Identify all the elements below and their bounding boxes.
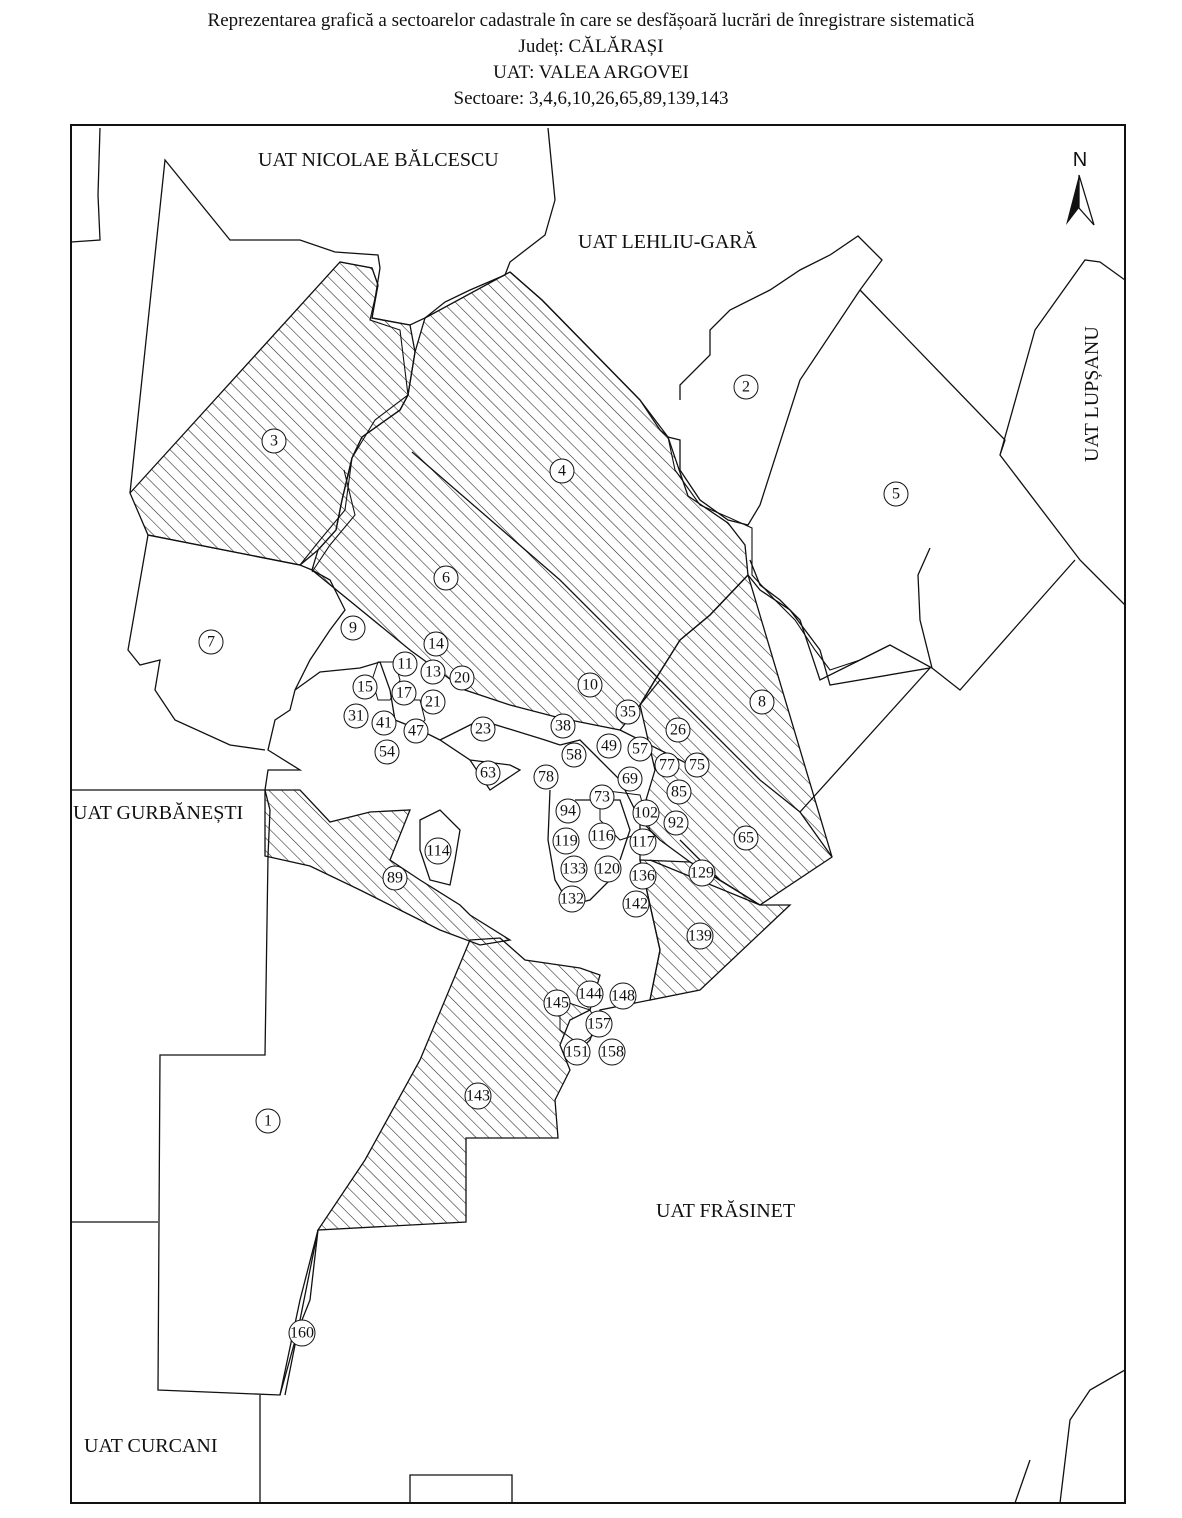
- sector-marker-15: [353, 675, 377, 699]
- sector-number-142: 142: [624, 895, 648, 913]
- sector-marker-78: [534, 765, 558, 789]
- sector-number-11: 11: [397, 655, 413, 673]
- sector-number-75: 75: [689, 756, 705, 774]
- sector-number-41: 41: [376, 714, 392, 732]
- sector-marker-58: [562, 743, 586, 767]
- sector-marker-129: [689, 860, 715, 886]
- sector-marker-9: [341, 616, 365, 640]
- sector-marker-21: [421, 690, 445, 714]
- sector-number-58: 58: [566, 746, 582, 764]
- boundary-frasinet-east: [1015, 1370, 1125, 1503]
- sector-marker-47: [404, 719, 428, 743]
- sector-marker-157: [586, 1011, 612, 1037]
- map-title: Reprezentarea grafică a sectoarelor cadastrale în care se desfășoară lucrări de înregistrare sistematică: [207, 10, 975, 31]
- sector-marker-7: [199, 630, 223, 654]
- sector-number-20: 20: [454, 669, 470, 687]
- label-uat-nicolae-balcescu: UAT NICOLAE BĂLCESCU: [258, 149, 499, 171]
- sector-number-5: 5: [892, 485, 900, 503]
- sector-number-92: 92: [668, 814, 684, 832]
- sector-number-49: 49: [601, 737, 617, 755]
- sector-number-47: 47: [408, 722, 424, 740]
- boundary-sector-5-south: [750, 548, 1075, 690]
- sector-marker-4: [550, 459, 574, 483]
- sector-number-2: 2: [742, 378, 750, 396]
- sector-number-160: 160: [290, 1324, 314, 1342]
- sector-number-8: 8: [758, 693, 766, 711]
- sector-marker-139: [687, 923, 713, 949]
- sector-number-132: 132: [560, 890, 584, 908]
- sector-number-1: 1: [264, 1112, 272, 1130]
- sector-number-102: 102: [634, 804, 658, 822]
- sector-marker-136: [630, 863, 656, 889]
- sector-marker-10: [578, 673, 602, 697]
- sector-marker-26: [666, 718, 690, 742]
- uat-label: UAT: VALEA ARGOVEI: [493, 62, 689, 83]
- sector-marker-54: [375, 740, 399, 764]
- sector-marker-145: [544, 990, 570, 1016]
- sector-marker-73: [590, 785, 614, 809]
- sectors-list: Sectoare: 3,4,6,10,26,65,89,139,143: [453, 88, 729, 109]
- sector-number-158: 158: [600, 1043, 624, 1061]
- sector-number-38: 38: [555, 717, 571, 735]
- sector-number-89: 89: [387, 869, 403, 887]
- sector-marker-2: [734, 375, 758, 399]
- sector-number-143: 143: [466, 1087, 490, 1105]
- sector-marker-144: [577, 981, 603, 1007]
- sector-number-73: 73: [594, 788, 610, 806]
- sector-89-area: [265, 790, 510, 945]
- sector-number-145: 145: [545, 994, 569, 1012]
- sector-number-129: 129: [690, 864, 714, 882]
- sector-marker-31: [344, 704, 368, 728]
- sector-marker-133: [561, 856, 587, 882]
- sector-number-120: 120: [596, 860, 620, 878]
- sector-number-3: 3: [270, 432, 278, 450]
- sector-number-21: 21: [425, 693, 441, 711]
- sector-marker-8: [750, 690, 774, 714]
- sector-number-7: 7: [207, 633, 215, 651]
- sector-number-10: 10: [582, 676, 598, 694]
- sector-marker-49: [597, 734, 621, 758]
- sector-marker-94: [556, 799, 580, 823]
- label-uat-curcani: UAT CURCANI: [84, 1435, 218, 1457]
- sector-number-119: 119: [554, 832, 578, 850]
- sector-number-6: 6: [442, 569, 450, 587]
- sector-number-151: 151: [565, 1043, 589, 1061]
- sector-number-17: 17: [396, 684, 412, 702]
- sector-marker-23: [471, 717, 495, 741]
- sector-marker-158: [599, 1039, 625, 1065]
- north-label: N: [1072, 149, 1088, 171]
- sector-marker-132: [559, 886, 585, 912]
- sector-marker-69: [618, 767, 642, 791]
- sector-marker-35: [616, 700, 640, 724]
- sector-number-54: 54: [379, 743, 395, 761]
- sector-number-116: 116: [590, 827, 614, 845]
- sector-marker-114: [425, 838, 451, 864]
- sector-number-35: 35: [620, 703, 636, 721]
- sector-number-26: 26: [670, 721, 686, 739]
- sector-marker-160: [289, 1320, 315, 1346]
- sector-marker-120: [595, 856, 621, 882]
- sector-number-78: 78: [538, 768, 554, 786]
- sector-marker-5: [884, 482, 908, 506]
- sector-marker-63: [476, 761, 500, 785]
- sector-marker-77: [655, 753, 679, 777]
- sector-number-23: 23: [475, 720, 491, 738]
- sector-number-31: 31: [348, 707, 364, 725]
- sector-number-144: 144: [578, 985, 602, 1003]
- sector-marker-11: [393, 652, 417, 676]
- sector-marker-17: [392, 681, 416, 705]
- sector-marker-116: [589, 823, 615, 849]
- label-uat-lehliu-gara: UAT LEHLIU-GARĂ: [578, 231, 758, 253]
- sector-marker-13: [421, 660, 445, 684]
- label-uat-lupsanu: UAT LUPȘANU: [1081, 326, 1103, 462]
- sector-marker-102: [633, 800, 659, 826]
- sector-number-9: 9: [349, 619, 357, 637]
- sector-number-65: 65: [738, 829, 754, 847]
- sector-marker-143: [465, 1083, 491, 1109]
- sector-marker-142: [623, 891, 649, 917]
- sector-number-69: 69: [622, 770, 638, 788]
- sector-marker-65: [734, 826, 758, 850]
- sector-number-57: 57: [632, 740, 648, 758]
- sector-number-114: 114: [426, 842, 450, 860]
- sector-number-117: 117: [631, 833, 655, 851]
- county-label: Județ: CĂLĂRAȘI: [518, 36, 664, 57]
- label-uat-gurbanesti: UAT GURBĂNEȘTI: [73, 802, 244, 824]
- sector-number-94: 94: [560, 802, 576, 820]
- sector-number-136: 136: [631, 867, 655, 885]
- sector-marker-151: [564, 1039, 590, 1065]
- sector-marker-1: [256, 1109, 280, 1133]
- sector-marker-89: [383, 866, 407, 890]
- sector-number-139: 139: [688, 927, 712, 945]
- sector-number-85: 85: [671, 783, 687, 801]
- sector-marker-119: [553, 828, 579, 854]
- sector-marker-85: [667, 780, 691, 804]
- sector-marker-148: [610, 983, 636, 1009]
- sector-number-14: 14: [428, 635, 444, 653]
- sector-marker-3: [262, 429, 286, 453]
- boundary-sector-160: [280, 1230, 318, 1395]
- sector-marker-6: [434, 566, 458, 590]
- label-uat-frasinet: UAT FRĂSINET: [656, 1200, 796, 1222]
- sector-marker-57: [628, 737, 652, 761]
- sector-marker-20: [450, 666, 474, 690]
- boundary-sector-7: [148, 535, 345, 1395]
- sector-number-148: 148: [611, 987, 635, 1005]
- boundary-nicolae-balcescu: [71, 128, 100, 242]
- sector-marker-38: [551, 714, 575, 738]
- sector-number-63: 63: [480, 764, 496, 782]
- north-arrow-icon: [1066, 149, 1094, 225]
- sector-marker-41: [372, 711, 396, 735]
- sector-number-133: 133: [562, 860, 586, 878]
- sector-marker-92: [664, 811, 688, 835]
- sector-number-157: 157: [587, 1015, 611, 1033]
- sector-number-77: 77: [659, 756, 675, 774]
- sector-marker-75: [685, 753, 709, 777]
- sector-number-13: 13: [425, 663, 441, 681]
- sector-143-area: [318, 938, 600, 1230]
- sector-marker-117: [630, 829, 656, 855]
- sector-number-4: 4: [558, 462, 566, 480]
- sector-marker-14: [424, 632, 448, 656]
- boundary-sector-7-west: [128, 535, 265, 750]
- sector-number-15: 15: [357, 678, 373, 696]
